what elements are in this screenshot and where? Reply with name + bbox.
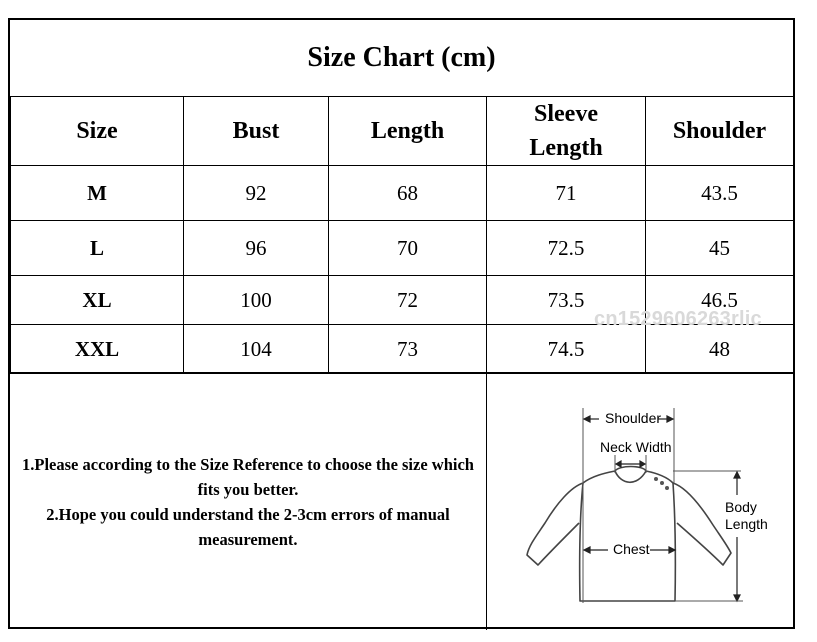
header-shoulder: Shoulder (646, 97, 794, 166)
table-header-row (11, 97, 794, 166)
label-shoulder: Shoulder (605, 410, 662, 426)
button-icon (665, 486, 669, 490)
sweater-outline (527, 467, 731, 602)
length-cell: 72 (329, 276, 487, 325)
label-body: Body (725, 499, 757, 515)
chart-title: Size Chart (cm) (307, 42, 496, 73)
note-line-2: 2.Hope you could understand the 2-3cm errors of manual measurement. (46, 504, 450, 549)
table-row (11, 221, 794, 276)
bottom-section (10, 372, 793, 630)
shoulder-cell: 46.5 (646, 276, 794, 325)
label-chest: Chest (613, 541, 650, 557)
button-icon (654, 477, 658, 481)
label-length: Length (725, 516, 768, 532)
header-sleeve-length: Sleeve Length (487, 97, 646, 166)
bust-cell: 96 (184, 221, 329, 276)
sleeve-length-cell: 74.5 (487, 325, 646, 374)
table-row (11, 166, 794, 221)
button-icon (660, 481, 664, 485)
shoulder-cell: 43.5 (646, 166, 794, 221)
length-cell: 73 (329, 325, 487, 374)
measurement-lines (583, 408, 743, 603)
bust-cell: 104 (184, 325, 329, 374)
shoulder-cell: 45 (646, 221, 794, 276)
notes-box (10, 373, 487, 630)
header-size: Size (11, 97, 184, 166)
measurement-diagram (487, 373, 793, 630)
watermark-text: cn1529606263rlic (594, 308, 762, 330)
note-line-1: 1.Please according to the Size Reference to choose the size which fits you better. (22, 454, 474, 499)
table-row (11, 325, 794, 374)
size-cell: M (11, 166, 184, 221)
shoulder-cell: 48 (646, 325, 794, 374)
sleeve-length-cell: 73.5 (487, 276, 646, 325)
sleeve-length-cell: 71 (487, 166, 646, 221)
size-cell: L (11, 221, 184, 276)
length-cell: 70 (329, 221, 487, 276)
header-bust: Bust (184, 97, 329, 166)
bust-cell: 100 (184, 276, 329, 325)
length-cell: 68 (329, 166, 487, 221)
size-cell: XXL (11, 325, 184, 374)
size-cell: XL (11, 276, 184, 325)
size-table (10, 96, 794, 374)
bust-cell: 92 (184, 166, 329, 221)
sleeve-length-cell: 72.5 (487, 221, 646, 276)
label-neck-width: Neck Width (600, 439, 672, 455)
header-length: Length (329, 97, 487, 166)
